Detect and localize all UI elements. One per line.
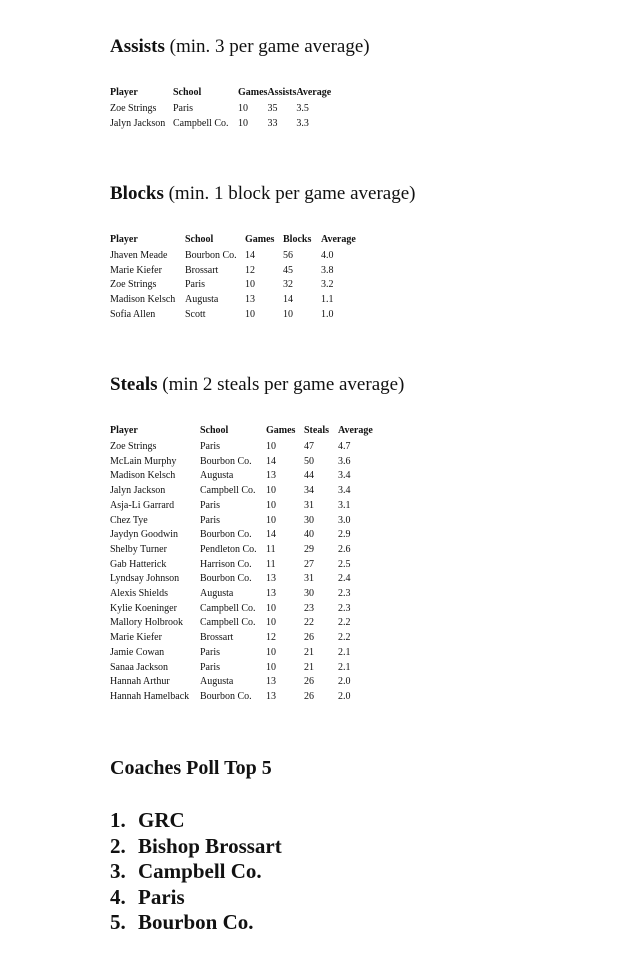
cell-games: 10 [245, 279, 255, 291]
column-header-school: School [185, 234, 214, 245]
cell-stat: 26 [304, 676, 314, 688]
table-row [110, 469, 373, 484]
table-header-row [110, 86, 331, 102]
cell-average: 4.0 [321, 250, 334, 261]
poll-team: Bishop Brossart [138, 833, 282, 858]
table-row [110, 514, 373, 529]
poll-rank: 5. [110, 910, 126, 935]
cell-stat: 31 [304, 573, 314, 585]
column-header-school: School [200, 425, 229, 436]
table-row [110, 528, 373, 543]
cell-school: Pendleton Co. [200, 543, 257, 555]
column-header-player: Player [110, 425, 138, 436]
table-row [110, 264, 356, 279]
poll-item [110, 834, 282, 860]
poll-team: Campbell Co. [138, 859, 262, 884]
column-header-player: Player [110, 234, 138, 245]
table-row [110, 102, 331, 117]
cell-average: 3.4 [338, 470, 351, 482]
cell-school: Harrison Co. [200, 558, 252, 570]
cell-average: 2.2 [338, 632, 351, 644]
steals-table [110, 424, 373, 705]
table-row [110, 558, 373, 573]
cell-stat: 50 [304, 455, 314, 467]
column-header-stat: Blocks [283, 234, 312, 245]
assists-heading [110, 37, 370, 56]
cell-stat: 32 [283, 279, 293, 291]
cell-average: 2.3 [338, 602, 351, 614]
table-row [110, 587, 373, 602]
column-header-player: Player [110, 87, 138, 98]
cell-games: 10 [238, 117, 248, 129]
table-row [110, 293, 356, 308]
cell-games: 10 [238, 103, 248, 114]
cell-average: 1.0 [321, 308, 334, 320]
poll-team: Bourbon Co. [138, 910, 254, 935]
cell-average: 3.6 [338, 455, 351, 467]
cell-stat: 21 [304, 661, 314, 673]
cell-school: Bourbon Co. [200, 573, 252, 585]
cell-average: 3.0 [338, 514, 351, 526]
cell-player: Zoe Strings [110, 279, 157, 291]
cell-average: 3.1 [338, 499, 351, 511]
poll-rank: 1. [110, 808, 126, 832]
table-row [110, 690, 373, 705]
cell-stat: 26 [304, 632, 314, 644]
cell-average: 2.0 [338, 676, 351, 688]
cell-school: Campbell Co. [200, 485, 256, 497]
cell-player: Marie Kiefer [110, 632, 162, 644]
table-row [110, 117, 331, 132]
cell-games: 12 [266, 632, 276, 644]
cell-player: Jamie Cowan [110, 646, 165, 658]
cell-games: 14 [266, 529, 276, 541]
cell-school: Bourbon Co. [200, 455, 252, 467]
cell-games: 13 [266, 470, 276, 482]
cell-school: Campbell Co. [200, 602, 256, 614]
cell-average: 2.4 [338, 573, 351, 585]
cell-stat: 30 [304, 588, 314, 600]
cell-player: Madison Kelsch [110, 294, 176, 306]
column-header-average: Average [296, 87, 332, 98]
cell-player: Zoe Strings [110, 441, 157, 452]
cell-school: Bourbon Co. [200, 529, 252, 541]
column-header-school: School [173, 87, 202, 98]
cell-school: Paris [200, 441, 220, 452]
cell-games: 10 [266, 661, 276, 673]
poll-team: Paris [138, 884, 185, 909]
cell-player: Alexis Shields [110, 588, 169, 600]
poll-rank: 4. [110, 884, 126, 909]
cell-school: Paris [200, 646, 220, 658]
cell-stat: 27 [304, 558, 314, 570]
cell-player: Sanaa Jackson [110, 661, 169, 673]
steals-heading [110, 375, 404, 394]
cell-player: Jhaven Meade [110, 250, 168, 261]
cell-average: 3.4 [338, 485, 351, 497]
poll-item [110, 808, 282, 834]
cell-games: 10 [266, 646, 276, 658]
cell-games: 10 [266, 499, 276, 511]
table-row [110, 543, 373, 558]
cell-player: Chez Tye [110, 514, 148, 526]
cell-stat: 47 [304, 441, 314, 452]
column-header-average: Average [321, 234, 356, 245]
table-row [110, 455, 373, 470]
cell-average: 2.0 [338, 690, 351, 702]
poll-item [110, 910, 282, 936]
cell-stat: 14 [283, 294, 293, 306]
cell-school: Campbell Co. [200, 617, 256, 629]
table-row [110, 572, 373, 587]
cell-average: 2.9 [338, 529, 351, 541]
cell-player: Sofia Allen [110, 308, 156, 320]
cell-school: Augusta [200, 588, 234, 600]
cell-games: 13 [266, 588, 276, 600]
cell-average: 2.5 [338, 558, 351, 570]
assists-table [110, 86, 331, 131]
cell-school: Brossart [200, 632, 234, 644]
cell-average: 3.5 [296, 103, 309, 114]
cell-stat: 40 [304, 529, 314, 541]
cell-school: Paris [173, 103, 193, 114]
cell-stat: 30 [304, 514, 314, 526]
cell-school: Paris [200, 661, 220, 673]
cell-average: 2.6 [338, 543, 351, 555]
cell-player: Jalyn Jackson [110, 117, 166, 129]
cell-games: 10 [266, 441, 276, 452]
cell-player: Mallory Holbrook [110, 617, 184, 629]
column-header-games: Games [238, 87, 268, 98]
cell-school: Bourbon Co. [200, 690, 252, 702]
cell-school: Scott [185, 308, 206, 320]
cell-games: 10 [266, 485, 276, 497]
cell-stat: 33 [267, 117, 278, 129]
cell-average: 4.7 [338, 441, 351, 452]
cell-average: 1.1 [321, 294, 334, 306]
cell-player: Shelby Turner [110, 543, 167, 555]
steals-heading-qualifier: (min 2 steals per game average) [157, 374, 405, 395]
column-header-stat: Steals [304, 425, 329, 436]
cell-stat: 22 [304, 617, 314, 629]
cell-games: 12 [245, 264, 255, 276]
cell-player: Zoe Strings [110, 103, 157, 114]
cell-stat: 23 [304, 602, 314, 614]
cell-average: 2.1 [338, 661, 351, 673]
cell-stat: 26 [304, 690, 314, 702]
table-row [110, 661, 373, 676]
cell-games: 13 [266, 690, 276, 702]
cell-games: 11 [266, 558, 276, 570]
cell-player: Asja-Li Garrard [110, 499, 175, 511]
column-header-average: Average [338, 425, 373, 436]
cell-stat: 34 [304, 485, 314, 497]
poll-rank: 2. [110, 833, 126, 858]
cell-games: 14 [266, 455, 276, 467]
table-row [110, 631, 373, 646]
cell-average: 3.3 [296, 117, 309, 129]
cell-games: 10 [266, 514, 276, 526]
blocks-table [110, 233, 356, 323]
cell-player: Lyndsay Johnson [110, 573, 180, 585]
cell-stat: 56 [283, 250, 293, 261]
cell-player: McLain Murphy [110, 455, 177, 467]
cell-games: 10 [266, 602, 276, 614]
column-header-games: Games [245, 234, 275, 245]
cell-player: Jalyn Jackson [110, 485, 166, 497]
cell-games: 14 [245, 250, 255, 261]
table-row [110, 675, 373, 690]
cell-games: 10 [266, 617, 276, 629]
cell-player: Hannah Hamelback [110, 690, 190, 702]
cell-player: Hannah Arthur [110, 676, 170, 688]
cell-stat: 45 [283, 264, 293, 276]
cell-player: Gab Hatterick [110, 558, 167, 570]
poll-team: GRC [138, 808, 185, 832]
cell-school: Augusta [200, 676, 234, 688]
table-row [110, 499, 373, 514]
cell-average: 3.2 [321, 279, 334, 291]
table-row [110, 616, 373, 631]
steals-heading-bold: Steals [110, 374, 158, 395]
table-row [110, 278, 356, 293]
cell-stat: 21 [304, 646, 314, 658]
cell-average: 2.3 [338, 588, 351, 600]
poll-rank: 3. [110, 859, 126, 884]
table-row [110, 440, 373, 455]
cell-average: 2.2 [338, 617, 351, 629]
cell-school: Brossart [185, 264, 219, 276]
table-header-row [110, 424, 373, 440]
cell-player: Jaydyn Goodwin [110, 529, 179, 541]
cell-games: 13 [266, 573, 276, 585]
column-header-stat: Assists [267, 87, 297, 98]
cell-stat: 29 [304, 543, 314, 555]
blocks-heading [110, 184, 416, 203]
table-row [110, 602, 373, 617]
cell-player: Madison Kelsch [110, 470, 176, 482]
cell-average: 3.8 [321, 264, 334, 276]
poll-item [110, 859, 282, 885]
table-row [110, 249, 356, 264]
coaches-poll-title: Coaches Poll Top 5 [110, 757, 272, 779]
cell-player: Kylie Koeninger [110, 602, 177, 614]
cell-games: 10 [245, 308, 255, 320]
cell-school: Bourbon Co. [185, 250, 237, 261]
table-row [110, 308, 356, 323]
assists-heading-qualifier: (min. 3 per game average) [164, 36, 370, 57]
column-header-games: Games [266, 425, 296, 436]
assists-heading-bold: Assists [110, 36, 165, 57]
cell-school: Augusta [185, 294, 219, 306]
cell-school: Augusta [200, 470, 234, 482]
poll-item [110, 885, 282, 911]
table-row [110, 646, 373, 661]
coaches-poll-list [110, 808, 282, 936]
cell-games: 11 [266, 543, 276, 555]
cell-stat: 10 [283, 308, 293, 320]
blocks-heading-bold: Blocks [110, 183, 164, 204]
cell-player: Marie Kiefer [110, 264, 162, 276]
cell-games: 13 [245, 294, 255, 306]
cell-school: Campbell Co. [173, 117, 229, 129]
cell-school: Paris [185, 279, 205, 291]
cell-stat: 31 [304, 499, 314, 511]
cell-stat: 44 [304, 470, 314, 482]
cell-school: Paris [200, 514, 220, 526]
blocks-heading-qualifier: (min. 1 block per game average) [163, 183, 416, 204]
cell-games: 13 [266, 676, 276, 688]
table-header-row [110, 233, 356, 249]
table-row [110, 484, 373, 499]
cell-school: Paris [200, 499, 220, 511]
cell-stat: 35 [267, 103, 278, 114]
cell-average: 2.1 [338, 646, 351, 658]
